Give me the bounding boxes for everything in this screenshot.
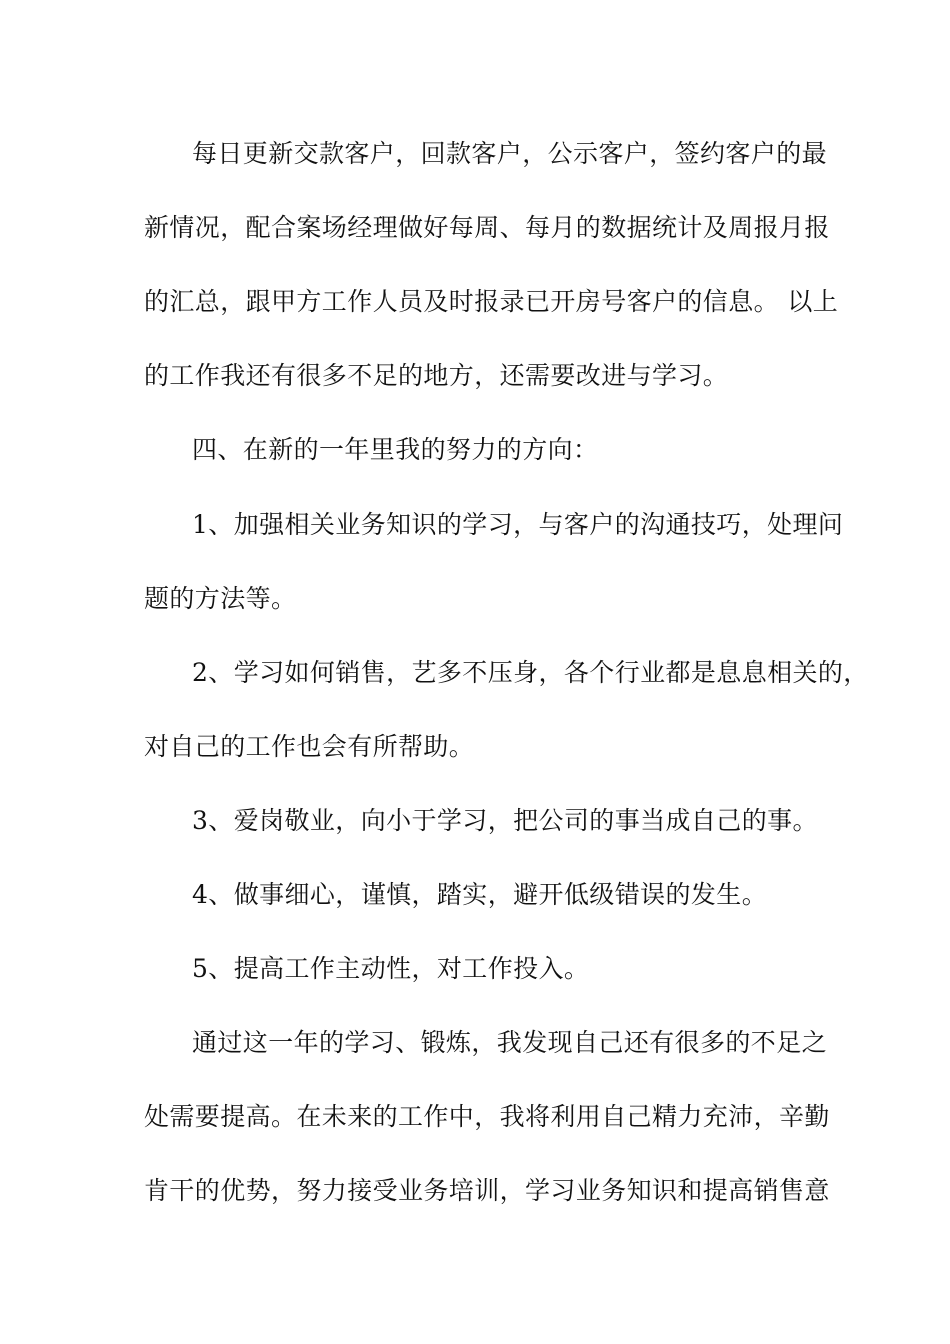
list-item-1-line-2: 题的方法等。 [144,584,297,613]
paragraph-1-line-4: 的工作我还有很多不足的地方，还需要改进与学习。 [144,361,729,390]
list-item-1-line-1: 1、加强相关业务知识的学习，与客户的沟通技巧，处理问 [192,510,844,539]
list-item-3: 3、爱岗敬业，向小于学习，把公司的事当成自己的事。 [192,806,818,835]
section-heading-4: 四、在新的一年里我的努力的方向： [192,435,599,464]
list-item-4: 4、做事细心，谨慎，踏实，避开低级错误的发生。 [192,880,768,909]
paragraph-1-line-1: 每日更新交款客户，回款客户，公示客户，签约客户的最 [192,139,828,168]
list-item-5: 5、提高工作主动性，对工作投入。 [192,954,590,983]
final-paragraph-line-1: 通过这一年的学习、锻炼，我发现自己还有很多的不足之 [192,1028,828,1057]
paragraph-1-line-3: 的汇总，跟甲方工作人员及时报录已开房号客户的信息。 以上 [144,287,839,316]
list-item-2-line-1: 2、学习如何销售，艺多不压身，各个行业都是息息相关的， [192,658,869,687]
final-paragraph-line-2: 处需要提高。在未来的工作中，我将利用自己精力充沛，辛勤 [144,1102,830,1131]
final-paragraph-line-3: 肯干的优势，努力接受业务培训，学习业务知识和提高销售意 [144,1176,830,1205]
paragraph-1-line-2: 新情况，配合案场经理做好每周、每月的数据统计及周报月报 [144,213,830,242]
list-item-2-line-2: 对自己的工作也会有所帮助。 [144,732,475,761]
